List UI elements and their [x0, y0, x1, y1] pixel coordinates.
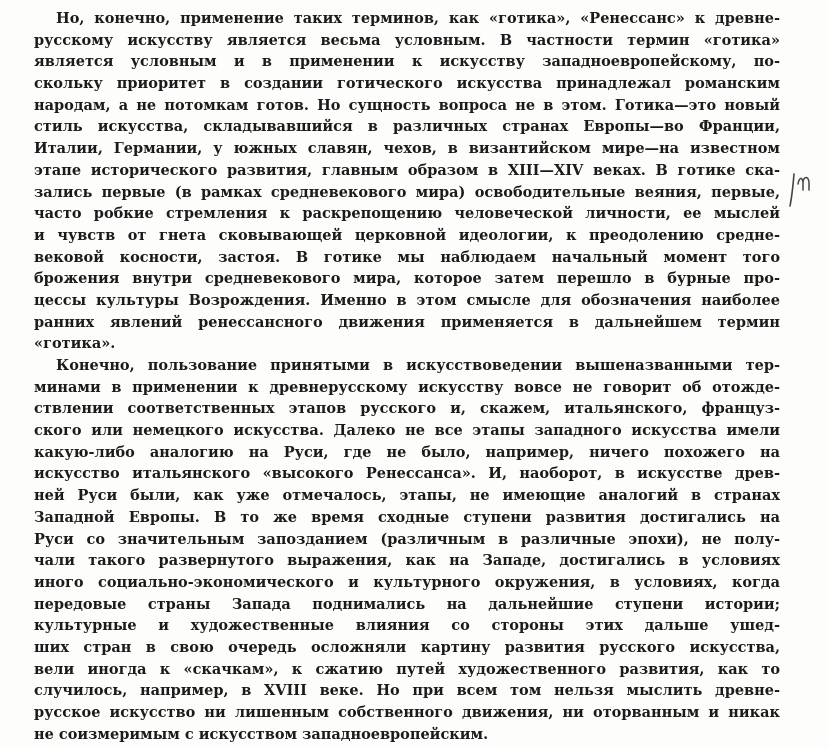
paragraph-1 [34, 8, 780, 355]
text-line: скольку приоритет в создании готического искусства принадлежал романским [34, 75, 780, 93]
text-line: Конечно, пользование принятыми в искусствоведении вышеназванными тер- [56, 357, 780, 374]
text-line: «готика». [34, 335, 116, 353]
text-line: Руси со значительным запозданием (различным в различные эпохи), не полу- [34, 530, 780, 548]
text-line: не соизмеримым с искусством западноевропейским. [34, 725, 489, 743]
text-line: какую-либо аналогию на Руси, где не было, например, ничего похожего на [34, 443, 780, 461]
text-line: и чувств от гнета сковывающей церковной идеологии, к преодолению средне- [34, 226, 780, 244]
text-line: Но, конечно, применение таких терминов, как «готика», «Ренессанс» к древне- [56, 10, 780, 27]
text-line: Западной Европы. В то же время сходные ступени развития достигались на [34, 508, 780, 526]
body-text [34, 8, 780, 745]
text-line: случилось, например, в XVIII веке. Но при всем том нельзя мыслить древне- [34, 682, 780, 700]
text-line: ствлении соответственных этапов русского и, скажем, итальянского, француз- [34, 400, 780, 418]
handwritten-pencil-mark-icon [786, 166, 816, 208]
text-line: народам, а не потомкам готов. Но сущность вопроса не в этом. Готика—это новый [34, 96, 780, 114]
text-line: является условным и в применении к искусству западноевропейскому, по- [34, 53, 780, 71]
text-line: передовые страны Запада поднимались на дальнейшие ступени истории; [34, 595, 780, 613]
text-line: зались первые (в рамках средневекового мира) освободительные веяния, первые, [34, 183, 780, 201]
text-line: русское искусство ни лишенным собственного движения, ни оторванным и никак [34, 704, 780, 721]
text-line: вековой косности, застоя. В готике мы наблюдаем начальный момент того [34, 248, 780, 266]
text-line: часто робкие стремления к раскрепощению человеческой личности, ее мыслей [34, 205, 780, 223]
text-line: цессы культуры Возрождения. Именно в этом смысле для обозначения наиболее [34, 291, 780, 309]
text-line: ранних явлений ренессансного движения применяется в дальнейшем термин [34, 313, 780, 331]
text-line: брожения внутри средневекового мира, которое затем перешло в бурные про- [34, 270, 780, 288]
text-line: чали такого развернутого выражения, как на Западе, достигались в условиях [34, 552, 780, 570]
text-line: вели иногда к «скачкам», к сжатию путей художественного развития, как то [34, 660, 780, 678]
text-line: ского или немецкого искусства. Далеко не все этапы западного искусства имели [34, 422, 780, 440]
text-line: минами в применении к древнерусскому искусству вовсе не говорит об отожде- [34, 378, 780, 396]
text-line: Италии, Германии, у южных славян, чехов, в византийском мире—на известном [34, 140, 780, 158]
text-line: стиль искусства, складывавшийся в различных странах Европы—во Франции, [34, 118, 780, 136]
text-line: культурные и художественные влияния со стороны этих дальше ушед- [34, 617, 780, 635]
text-line: иного социально-экономического и культурного окружения, в условиях, когда [34, 573, 780, 591]
text-line: ших стран в свою очередь осложняли картину развития русского искусства, [34, 638, 780, 656]
text-line: искусство итальянского «высокого Ренессанса». И, наоборот, в искусстве древ- [34, 465, 780, 483]
paragraph-2 [34, 355, 780, 745]
text-line: этапе исторического развития, главным образом в XIII—XIV веках. В готике ска- [34, 161, 780, 179]
text-line: ней Руси были, как уже отмечалось, этапы, не имеющие аналогий в странах [34, 487, 780, 505]
text-line: русскому искусству является весьма условным. В частности термин «готика» [34, 31, 780, 49]
